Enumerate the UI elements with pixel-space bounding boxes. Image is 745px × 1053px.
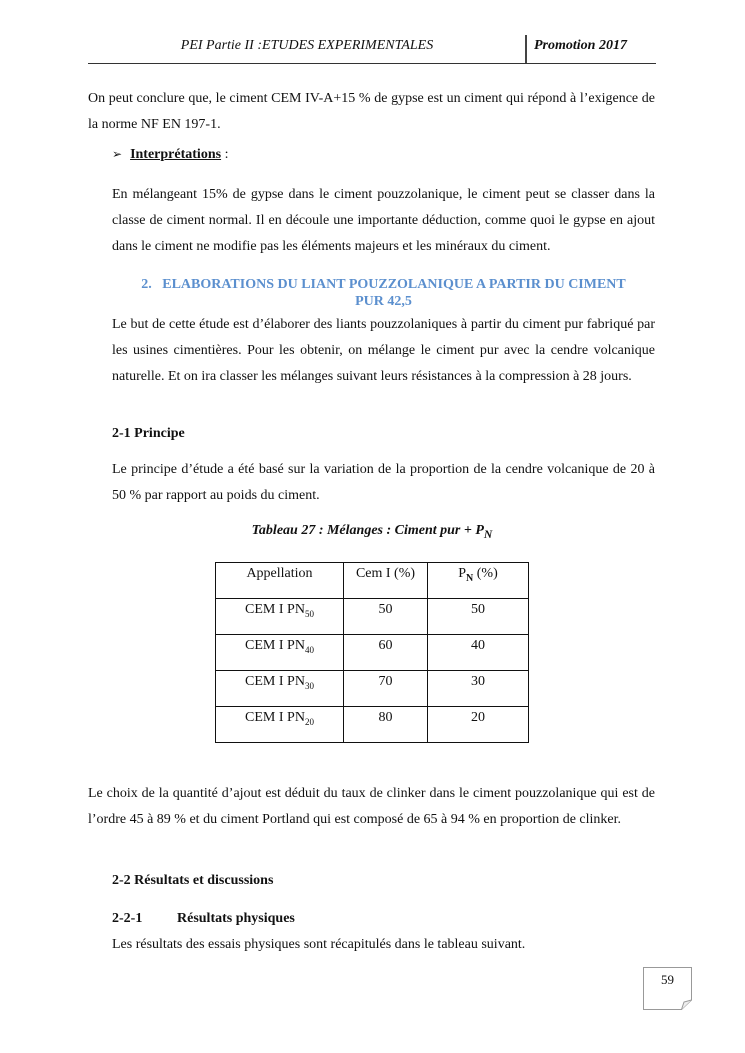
- subsection-number: 2-2-1: [112, 911, 143, 926]
- table-row: [216, 599, 529, 635]
- cell-appellation: CEM I $PN_{30}$: [216, 671, 344, 707]
- principe-heading: 2-1 Principe: [112, 426, 185, 441]
- interpretations-colon: :: [221, 147, 229, 162]
- running-header-promotion: Promotion 2017: [534, 38, 627, 53]
- cell-pn: 50: [428, 599, 529, 635]
- section-2-paragraph: Le but de cette étude est d’élaborer des liants pouzzolaniques à partir du ciment pur fabriqué par les usines cimentières. Pour les obtenir, on mélange le ciment pur avec la cendre volcanique naturelle. Et on ira classer les mélanges suivant leurs résistances à la compression à 28 jours.: [112, 317, 655, 384]
- subsection-title: Résultats physiques: [177, 911, 295, 926]
- header-pn: [428, 563, 529, 599]
- conclusion-paragraph: On peut conclure que, le ciment CEM IV-A+15 % de gypse est un ciment qui répond à l’exigence de la norme NF EN 197-1.: [88, 91, 655, 132]
- section-2-title-line1: [112, 276, 655, 293]
- header-divider: [525, 35, 527, 64]
- table-row: [216, 671, 529, 707]
- section-2-title: ELABORATIONS DU LIANT POUZZOLANIQUE A PARTIR DU CIMENT: [162, 277, 626, 292]
- table-caption: [112, 523, 632, 541]
- cell-pn: 40: [428, 635, 529, 671]
- interpretations-label: Interprétations: [130, 147, 222, 162]
- cell-pn: 30: [428, 671, 529, 707]
- table-row: [216, 635, 529, 671]
- cell-cem: 80: [344, 707, 428, 743]
- cell-cem: 50: [344, 599, 428, 635]
- cell-appellation: CEM I $PN_{20}$: [216, 707, 344, 743]
- header-pn-unit: (%): [473, 566, 498, 581]
- cell-pn: 20: [428, 707, 529, 743]
- arrow-bullet-icon: ➢: [112, 147, 123, 161]
- header-cem: Cem I (%): [344, 563, 428, 599]
- table-row: [216, 707, 529, 743]
- interpretations-heading: [112, 147, 228, 163]
- section-2-heading: [112, 276, 655, 310]
- resultats-heading: 2-2 Résultats et discussions: [112, 873, 274, 888]
- cell-cem: 70: [344, 671, 428, 707]
- choix-paragraph: Le choix de la quantité d’ajout est déduit du taux de clinker dans le ciment pouzzolanique qui est de l’ordre 45 à 89 % et du ciment Portland qui est composé de 65 à 94 % en proportion de clinker.: [88, 786, 655, 827]
- cell-appellation: CEM I $PN_{40}$: [216, 635, 344, 671]
- table-header-row: [216, 563, 529, 599]
- header-appellation: Appellation: [216, 563, 344, 599]
- running-header-title: PEI Partie II :ETUDES EXPERIMENTALES: [180, 38, 434, 53]
- cell-cem: 60: [344, 635, 428, 671]
- cell-appellation: CEM I $PN_{50}$: [216, 599, 344, 635]
- mix-table: [215, 562, 529, 743]
- section-2-number: 2.: [141, 277, 152, 292]
- principe-paragraph: Le principe d’étude a été basé sur la variation de la proportion de la cendre volcanique de 20 à 50 % par rapport au poids du ciment.: [112, 462, 655, 503]
- header-rule: [88, 63, 656, 64]
- section-2-title-line2: PUR 42,5: [355, 294, 412, 309]
- table-caption-text: Tableau 27 : Mélanges : Ciment pur + P: [251, 523, 484, 538]
- table-caption-subscript: N: [483, 527, 493, 541]
- page-number: 59: [661, 972, 674, 987]
- header-pn-subscript: N: [466, 572, 474, 584]
- resultats-paragraph: Les résultats des essais physiques sont récapitulés dans le tableau suivant.: [112, 937, 526, 952]
- header-pn-letter: P: [458, 566, 467, 581]
- interpretations-paragraph: En mélangeant 15% de gypse dans le ciment pouzzolanique, le ciment peut se classer dans la classe de ciment normal. Il en découle une importante déduction, comme quoi le gypse en ajout dans le ciment ne modifie pas les éléments majeurs et les minéraux du ciment.: [112, 187, 655, 254]
